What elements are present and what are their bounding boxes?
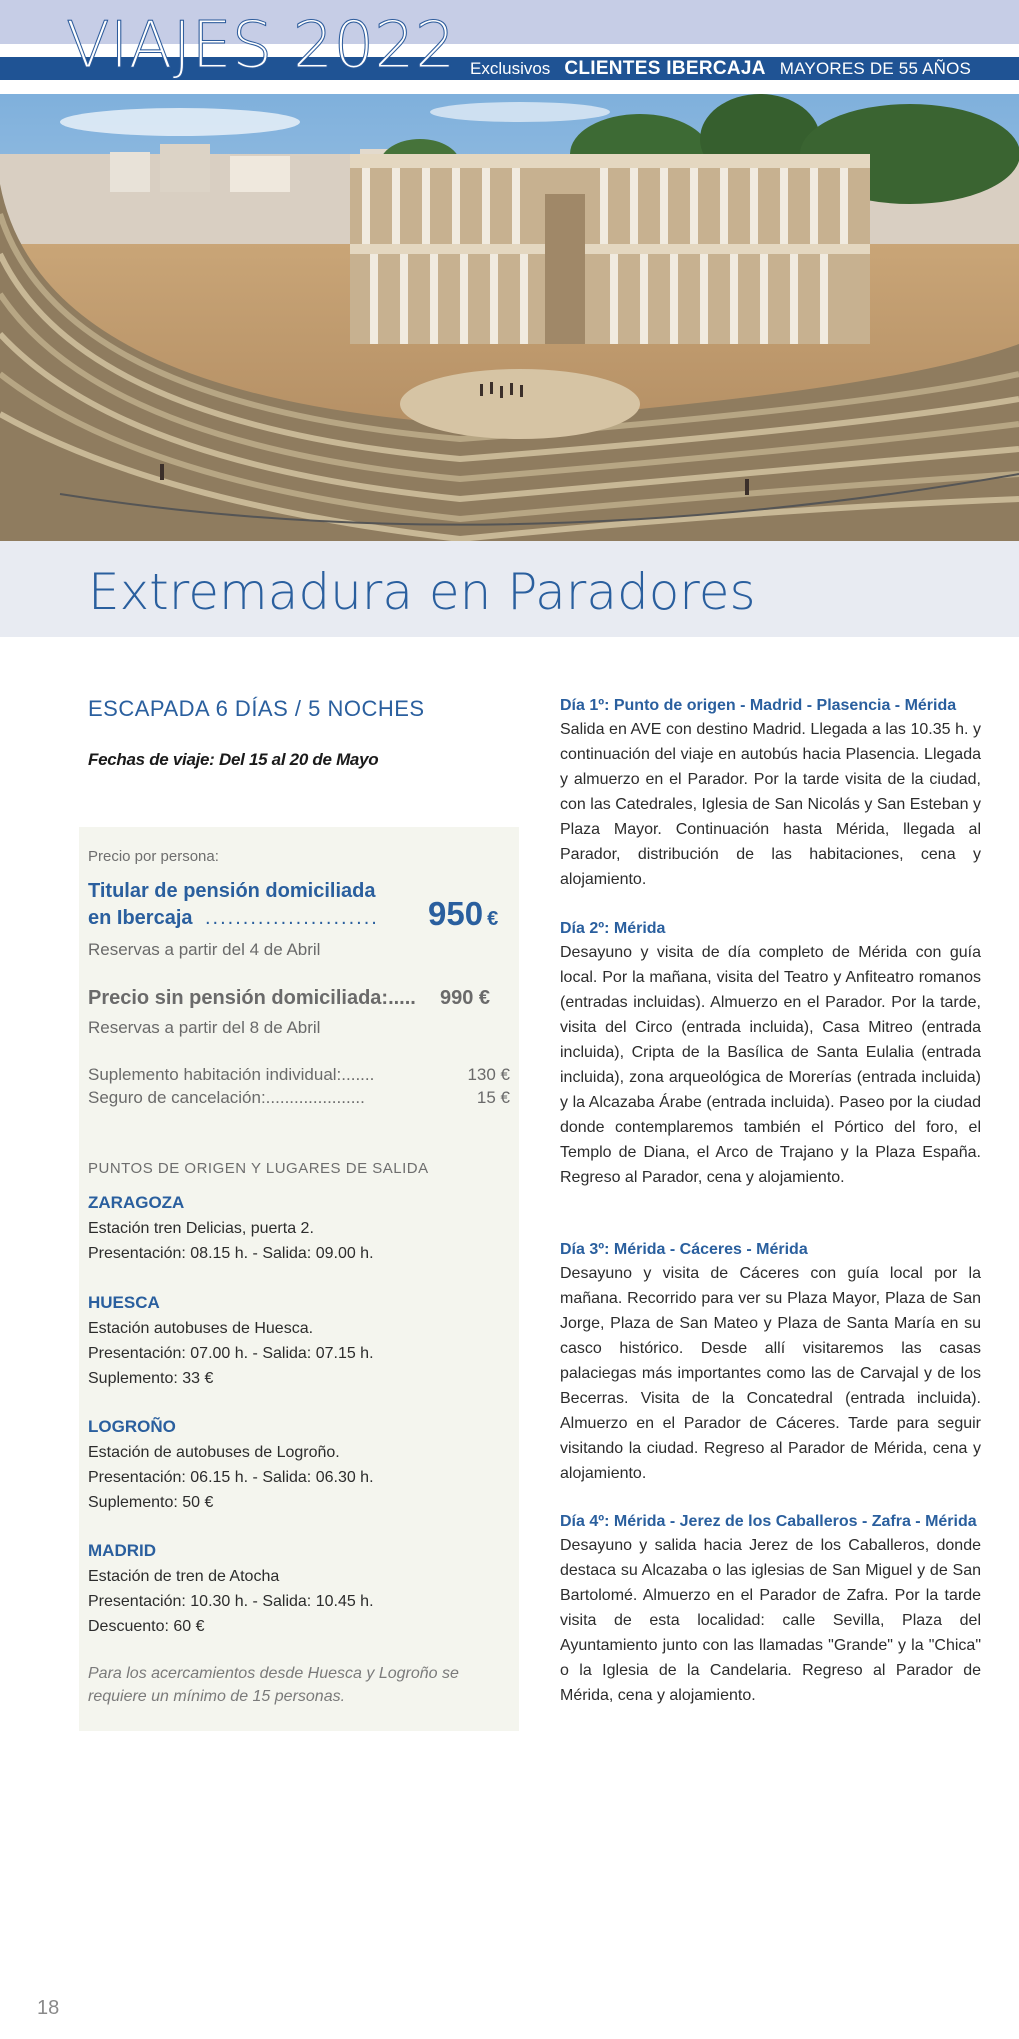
- page-number: 18: [37, 1997, 60, 2019]
- origin-logrono: [88, 1417, 508, 1515]
- minimum-group-note: Para los acercamientos desde Huesca y Logroño se requiere un mínimo de 15 personas.: [88, 1665, 459, 1705]
- trip-duration: ESCAPADA 6 DÍAS / 5 NOCHES: [88, 696, 425, 721]
- clients-label: CLIENTES IBERCAJA: [564, 57, 766, 79]
- titular-price: [428, 895, 498, 933]
- origin-madrid: [88, 1541, 508, 1639]
- origin-line: Suplemento: 33 €: [88, 1370, 214, 1387]
- day-title: Día 2º: Mérida: [560, 920, 666, 937]
- day-text: Desayuno y visita de día completo de Mérida con guía local. Por la mañana, visita del Teatro y Anfiteatro romanos (entradas incluidas). Almuerzo en el Parador. Por la tarde, visita del Circo (entrada incluida), Casa Mitreo (entrada incluida), Cripta de la Basílica de Santa Eulalia (entrada incluida), zona arqueológica de Morerías (entrada incluida) y la Alcazaba Árabe (entrada incluida). Paseo por la ciudad donde contemplaremos también el Pórtico del foro, el Templo de Diana, el Arco de Trajano y la Plaza España. Regreso al Parador, cena y alojamiento.: [560, 944, 981, 1186]
- itinerary-day-4: [560, 1513, 981, 1708]
- origin-city: ZARAGOZA: [88, 1193, 185, 1212]
- origin-line: Estación autobuses de Huesca.: [88, 1320, 314, 1337]
- day-title: Día 3º: Mérida - Cáceres - Mérida: [560, 1241, 808, 1258]
- day-text: Desayuno y visita de Cáceres con guía local por la mañana. Recorrido para ver su Plaza Mayor, Plaza de San Jorge, Plaza de San Mateo y Plaza de Santa María en su casco histórico. Desde allí visitaremos las casas palaciegas más importantes como las de Carvajal y de los Becerras. Visita de la Concatedral (entrada incluida). Almuerzo en el Parador de Cáceres. Tarde para seguir visitando la ciudad. Regreso al Parador de Mérida, cena y alojamiento.: [560, 1265, 981, 1482]
- itinerary-day-2: [560, 920, 981, 1190]
- origin-line: Presentación: 06.15 h. - Salida: 06.30 h.: [88, 1469, 374, 1486]
- cancellation-insurance-label: Seguro de cancelación:.....................: [88, 1088, 365, 1107]
- titular-amount: 950: [428, 895, 484, 932]
- itinerary-day-3: [560, 1241, 981, 1486]
- no-pension-price: 990 €: [440, 987, 491, 1009]
- hero-photo: [0, 94, 1019, 541]
- origin-line: Presentación: 08.15 h. - Salida: 09.00 h.: [88, 1245, 374, 1262]
- origin-line: Suplemento: 50 €: [88, 1494, 214, 1511]
- origin-line: Estación de autobuses de Logroño.: [88, 1444, 340, 1461]
- origin-zaragoza: [88, 1193, 508, 1266]
- titular-label-line1: Titular de pensión domiciliada: [88, 880, 376, 902]
- origin-line: Estación tren Delicias, puerta 2.: [88, 1220, 314, 1237]
- itinerary-day-1: [560, 697, 981, 892]
- day-text: Salida en AVE con destino Madrid. Llegada a las 10.35 h. y continuación del viaje en autobús hacia Plasencia. Llegada y almuerzo en el Parador. Por la tarde visita de la ciudad, con las Catedrales, Iglesia de San Nicolás y San Esteban y Plaza Mayor. Continuación hasta Mérida, llegada al Parador, distribución de las habitaciones, cena y alojamiento.: [560, 721, 981, 888]
- origin-huesca: [88, 1293, 508, 1391]
- reservation-date-1: Reservas a partir del 4 de Abril: [88, 940, 321, 959]
- origin-line: Presentación: 07.00 h. - Salida: 07.15 h.: [88, 1345, 374, 1362]
- origin-city: LOGROÑO: [88, 1417, 176, 1436]
- reservation-date-2: Reservas a partir del 8 de Abril: [88, 1018, 321, 1037]
- brand-strip: [470, 57, 971, 80]
- origin-city: MADRID: [88, 1541, 156, 1560]
- origin-line: Estación de tren de Atocha: [88, 1568, 280, 1585]
- titular-label-line2: en Ibercaja: [88, 907, 193, 929]
- day-text: Desayuno y salida hacia Jerez de los Caballeros, donde destaca su Alcazaba o las iglesias de San Miguel y de San Bartolomé. Almuerzo en el Parador de Zafra. Por la tarde visita de esta localidad: calle Sevilla, Plaza del Ayuntamiento junto con las llamadas "Grande" y la "Chica" o la Iglesia de la Candelaria. Regreso al Parador de Mérida, cena y alojamiento.: [560, 1537, 981, 1704]
- trip-dates: Fechas de viaje: Del 15 al 20 de Mayo: [88, 750, 379, 769]
- origin-line: Presentación: 10.30 h. - Salida: 10.45 h.: [88, 1593, 374, 1610]
- origin-line: Descuento: 60 €: [88, 1618, 205, 1635]
- no-pension-label: Precio sin pensión domiciliada:.....: [88, 987, 416, 1009]
- single-supplement-price: 130 €: [467, 1065, 510, 1084]
- origins-heading: PUNTOS DE ORIGEN Y LUGARES DE SALIDA: [88, 1160, 429, 1177]
- currency-symbol: €: [487, 908, 499, 930]
- age-label: MAYORES DE 55 AÑOS: [779, 58, 972, 78]
- brand-title: VIAJES 2022: [66, 9, 456, 83]
- cancellation-insurance-price: 15 €: [476, 1088, 510, 1107]
- single-supplement-label: Suplemento habitación individual:.......: [88, 1065, 375, 1084]
- day-title: Día 1º: Punto de origen - Madrid - Plasencia - Mérida: [560, 697, 957, 714]
- price-label: Precio por persona:: [88, 848, 219, 865]
- day-title: Día 4º: Mérida - Jerez de los Caballeros - Zafra - Mérida: [560, 1513, 977, 1530]
- exclusive-label: Exclusivos: [470, 58, 551, 78]
- origin-city: HUESCA: [88, 1293, 160, 1312]
- titular-leader-dots: .......................: [205, 907, 379, 929]
- page-title: Extremadura en Paradores: [88, 563, 756, 621]
